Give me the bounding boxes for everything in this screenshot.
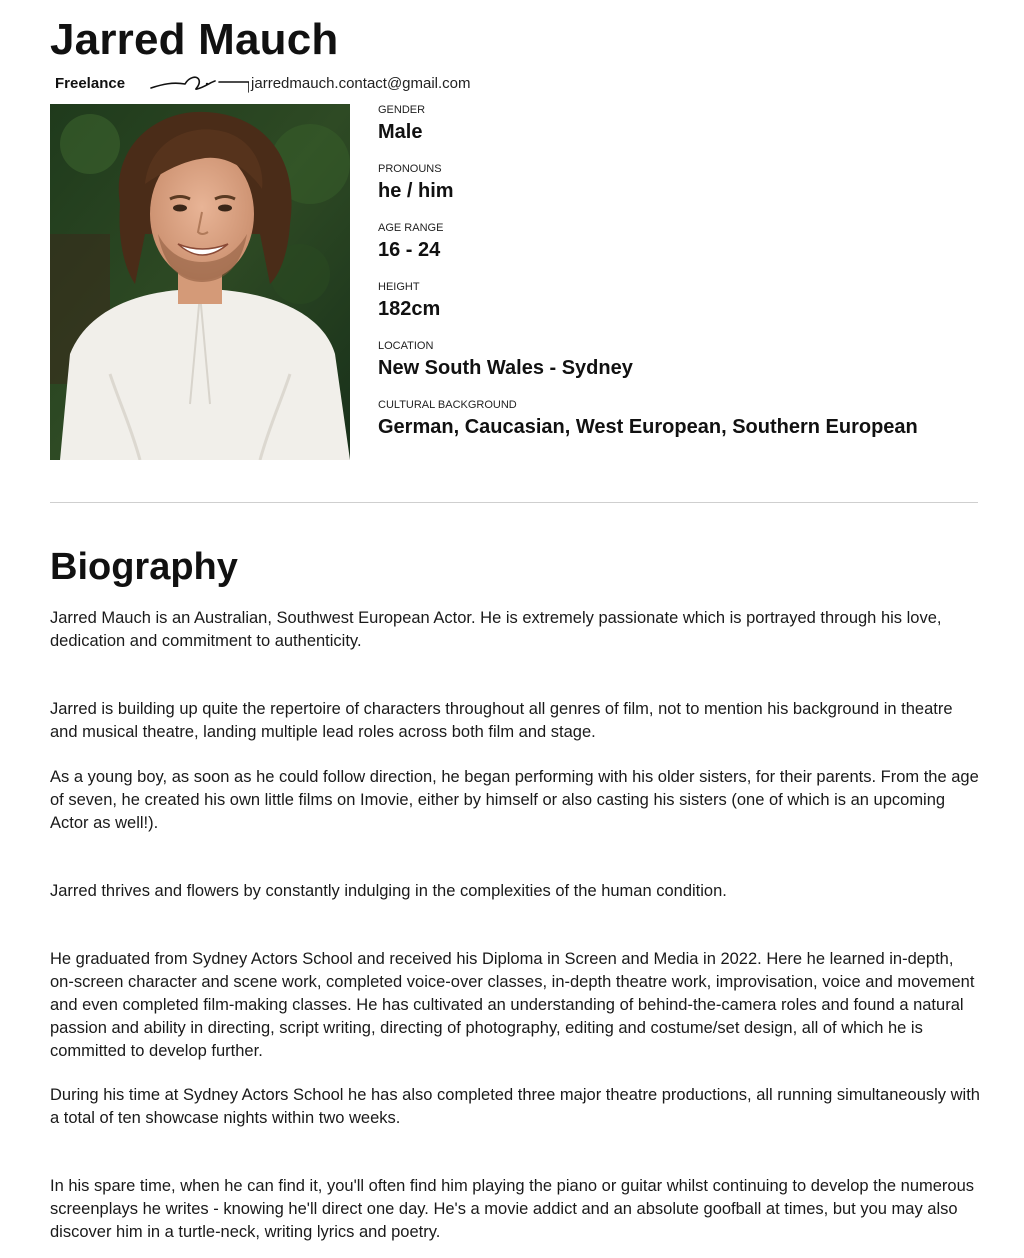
- section-divider: [50, 502, 978, 503]
- biography-heading: Biography: [50, 546, 238, 588]
- bio-paragraph: He graduated from Sydney Actors School and received his Diploma in Screen and Media in 2022. Here he learned in-depth, on-screen character and scene work, completed voice-over classes, in-depth theatre work, improvisation, voice and movement and even completed film-making classes. He has cultivated an understanding of behind-the-camera roles and found a natural passion and ability in directing, script writing, directing of photography, editing and costume/set design, all of which he is committed to develop further.: [50, 950, 975, 1060]
- detail-value: 16 - 24: [378, 239, 441, 261]
- detail-value: Male: [378, 121, 423, 143]
- detail-label: GENDER: [378, 104, 426, 116]
- detail-label: PRONOUNS: [378, 163, 442, 175]
- detail-value: New South Wales - Sydney: [378, 357, 633, 379]
- detail-value: German, Caucasian, West European, Southern European: [378, 416, 918, 438]
- detail-label: HEIGHT: [378, 281, 420, 293]
- bio-paragraph: During his time at Sydney Actors School he has also completed three major theatre productions, all running simultaneously with a total of ten showcase nights within two weeks.: [50, 1086, 980, 1127]
- bio-paragraph: Jarred is building up quite the repertoire of characters throughout all genres of film, not to mention his background in theatre and musical theatre, landing multiple lead roles across both film and stage.: [50, 700, 953, 741]
- detail-label: CULTURAL BACKGROUND: [378, 399, 517, 411]
- bio-paragraph: Jarred thrives and flowers by constantly indulging in the complexities of the human condition.: [50, 882, 727, 900]
- profile-subline: [55, 72, 471, 94]
- bio-paragraph: As a young boy, as soon as he could follow direction, he began performing with his older sisters, for their parents. From the age of seven, he created his own little films on Imovie, either by himself or also casting his sisters (one of which is an upcoming Actor as well!).: [50, 768, 979, 832]
- detail-label: AGE RANGE: [378, 222, 444, 234]
- detail-height: [378, 280, 918, 339]
- headshot-icon: [50, 104, 350, 460]
- detail-location: [378, 339, 918, 398]
- bio-paragraph: Jarred Mauch is an Australian, Southwest European Actor. He is extremely passionate which is portrayed through his love, dedication and commitment to authenticity.: [50, 609, 942, 650]
- detail-value: he / him: [378, 180, 454, 202]
- detail-cultural-background: [378, 398, 918, 457]
- bio-paragraph: In his spare time, when he can find it, you'll often find him playing the piano or guitar whilst continuing to develop the numerous screenplays he writes - knowing he'll direct one day. He's a movie addict and an absolute goofball at times, but you may also discover him in a turtle-neck, writing lyrics and poetry.: [50, 1177, 975, 1241]
- status-label: Freelance: [55, 74, 126, 92]
- detail-gender: [378, 103, 918, 162]
- signature-icon: [149, 72, 249, 94]
- detail-age-range: [378, 221, 918, 280]
- email-link[interactable]: jarredmauch.contact@gmail.com: [251, 74, 471, 92]
- profile-details: [378, 103, 918, 457]
- profile-name: Jarred Mauch: [50, 15, 339, 64]
- detail-value: 182cm: [378, 298, 441, 320]
- detail-pronouns: [378, 162, 918, 221]
- headshot-photo: [50, 104, 350, 460]
- detail-label: LOCATION: [378, 340, 434, 352]
